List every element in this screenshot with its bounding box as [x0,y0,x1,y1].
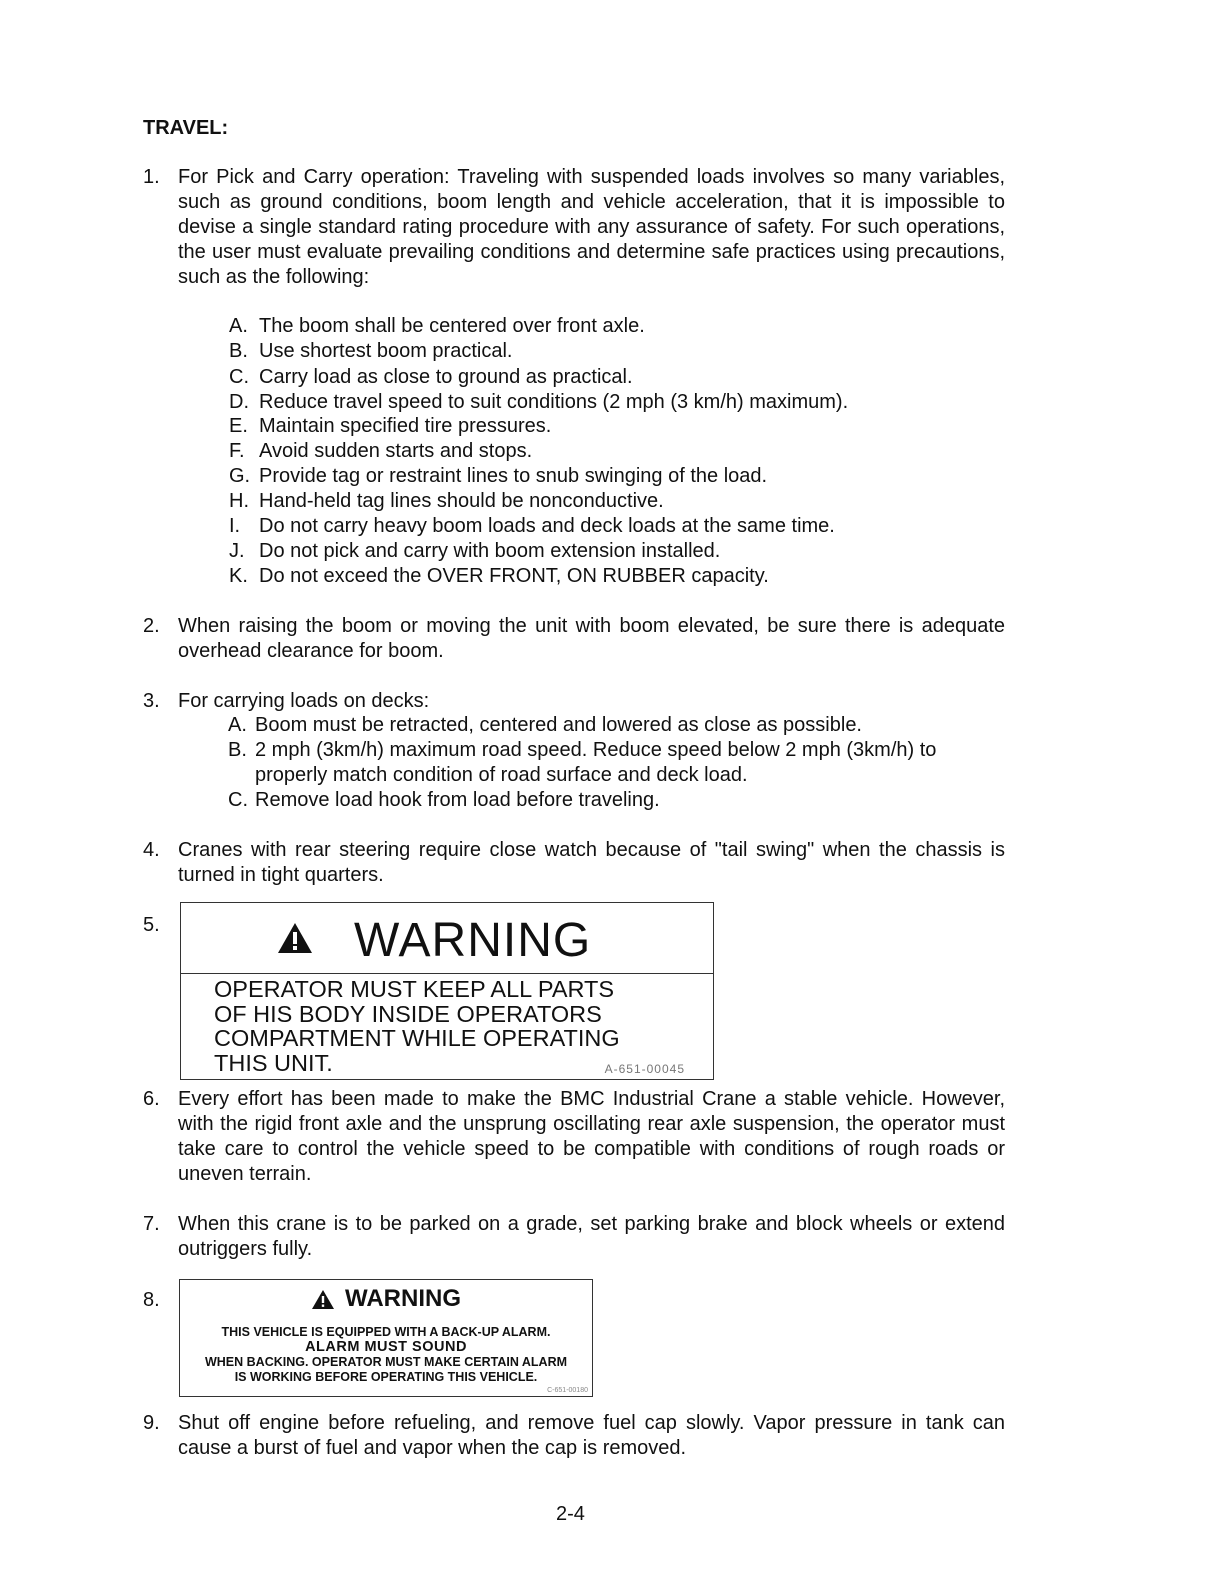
item-text: For carrying loads on decks: [178,690,430,712]
item-text: Every effort has been made to make the BMC Industrial Crane a stable vehicle. However, with the rigid front axle and the unsprung oscillating rear axle suspension, the operator must take care to control the vehicle speed to be compatible with conditions of rough roads or uneven terrain. [178,1088,1005,1185]
sublist-item-1g [229,464,767,489]
sub-text: Do not exceed the OVER FRONT, ON RUBBER capacity. [259,565,769,587]
page-number: 2-4 [556,1503,585,1525]
warning-line: WHEN BACKING. OPERATOR MUST MAKE CERTAIN ALARM [204,1355,568,1369]
warning-triangle-icon [311,1289,335,1310]
sub-text: Avoid sudden starts and stops. [259,440,533,462]
sub-letter: J. [229,540,245,562]
warning-triangle-icon [276,921,314,955]
sub-text: Remove load hook from load before traveling. [255,789,660,811]
list-item-9 [143,1411,1005,1461]
warning-line: THIS UNIT. [214,1049,333,1076]
sublist-item-1b [229,339,512,364]
sub-text: Provide tag or restraint lines to snub swinging of the load. [259,465,768,487]
item-text: When this crane is to be parked on a grade, set parking brake and block wheels or extend outriggers fully. [178,1213,1005,1260]
sub-letter: B. [229,340,248,362]
list-item-6 [143,1087,1005,1187]
warning-message [180,1325,592,1385]
sub-letter: K. [229,565,248,587]
warning-label-operator-body [180,902,714,1080]
sub-letter: C. [229,366,249,388]
list-item-4 [143,838,1005,888]
item-number: 8. [143,1289,160,1311]
sub-letter: I. [229,515,241,537]
list-item-7 [143,1212,1005,1262]
sublist-item-3c [228,788,1008,813]
sublist-item-1e [229,414,551,439]
warning-line: OF HIS BODY INSIDE OPERATORS [214,1000,602,1027]
sublist-item-3b [228,738,1008,788]
sublist-item-1c [229,365,633,390]
item-number: 7. [143,1213,160,1235]
sublist-item-3a [228,713,1008,738]
sub-text: Boom must be retracted, centered and lowered as close as possible. [255,714,862,736]
warning-line: COMPARTMENT WHILE OPERATING [214,1025,620,1051]
sublist-item-1f [229,439,532,464]
warning-title: WARNING [345,1285,461,1312]
warning-message [214,977,620,1075]
sub-letter: B. [228,739,247,761]
sublist-item-1h [229,489,664,514]
item-number: 5. [143,914,160,936]
item-text: When raising the boom or moving the unit with boom elevated, be sure there is adequate overhead clearance for boom. [178,615,1005,662]
sub-letter: E. [229,415,248,437]
warning-header [181,903,713,974]
sub-text: Use shortest boom practical. [259,340,513,362]
sub-text: Maintain specified tire pressures. [259,415,552,437]
sublist-item-3 [228,713,1008,813]
sub-letter: A. [229,315,248,337]
warning-line: IS WORKING BEFORE OPERATING THIS VEHICLE. [234,1370,538,1384]
warning-title: WARNING [354,914,592,967]
sub-text: Reduce travel speed to suit conditions (2 mph (3 km/h) maximum). [259,391,849,413]
list-item-3 [143,689,1005,714]
sub-text: Hand-held tag lines should be nonconductive. [259,490,664,512]
sublist-item-1i [229,514,835,539]
sub-letter: A. [228,714,247,736]
sub-text: Do not carry heavy boom loads and deck loads at the same time. [259,515,835,537]
item-text: Cranes with rear steering require close watch because of "tail swing" when the chassis is turned in tight quarters. [178,839,1005,886]
sublist-item-1a [229,314,645,339]
sub-text: The boom shall be centered over front axle. [259,315,645,337]
item-number: 2. [143,615,160,637]
sublist-item-1k [229,564,769,589]
item-number: 3. [143,690,160,712]
list-item-2 [143,614,1005,664]
list-item-1 [143,165,1005,290]
item-number: 4. [143,839,160,861]
sublist-item-1d [229,390,848,415]
warning-line: THIS VEHICLE IS EQUIPPED WITH A BACK-UP ALARM. [221,1325,551,1339]
warning-header [180,1285,592,1313]
sub-letter: C. [228,789,248,811]
sub-text: 2 mph (3km/h) maximum road speed. Reduce speed below 2 mph (3km/h) to properly match condition of road surface and deck load. [255,739,937,786]
warning-line: ALARM MUST SOUND [305,1339,467,1355]
sub-letter: D. [229,391,249,413]
sub-letter: G. [229,465,251,487]
sub-letter: H. [229,490,249,512]
item-text: For Pick and Carry operation: Traveling with suspended loads involves so many variables, such as ground conditions, boom length and vehicle acceleration, that it is impossible to devise a single standard rating procedure with any assurance of safety. For such operations, the user must evaluate prevailing conditions and determine safe practices using precautions, such as the following: [178,166,1005,288]
label-part-code: A-651-00045 [604,1062,685,1076]
sub-text: Do not pick and carry with boom extension installed. [259,540,721,562]
item-number: 9. [143,1412,160,1434]
section-heading: TRAVEL: [143,117,229,139]
item-number: 6. [143,1088,160,1110]
item-number: 1. [143,166,160,188]
item-text: Shut off engine before refueling, and remove fuel cap slowly. Vapor pressure in tank can cause a burst of fuel and vapor when the cap is removed. [178,1412,1005,1459]
sub-letter: F. [229,440,245,462]
sub-text: Carry load as close to ground as practical. [259,366,633,388]
label-part-code: C-651-00180 [547,1387,588,1394]
warning-line: OPERATOR MUST KEEP ALL PARTS [214,976,615,1002]
warning-label-backup-alarm [179,1279,593,1397]
sublist-item-1j [229,539,720,564]
